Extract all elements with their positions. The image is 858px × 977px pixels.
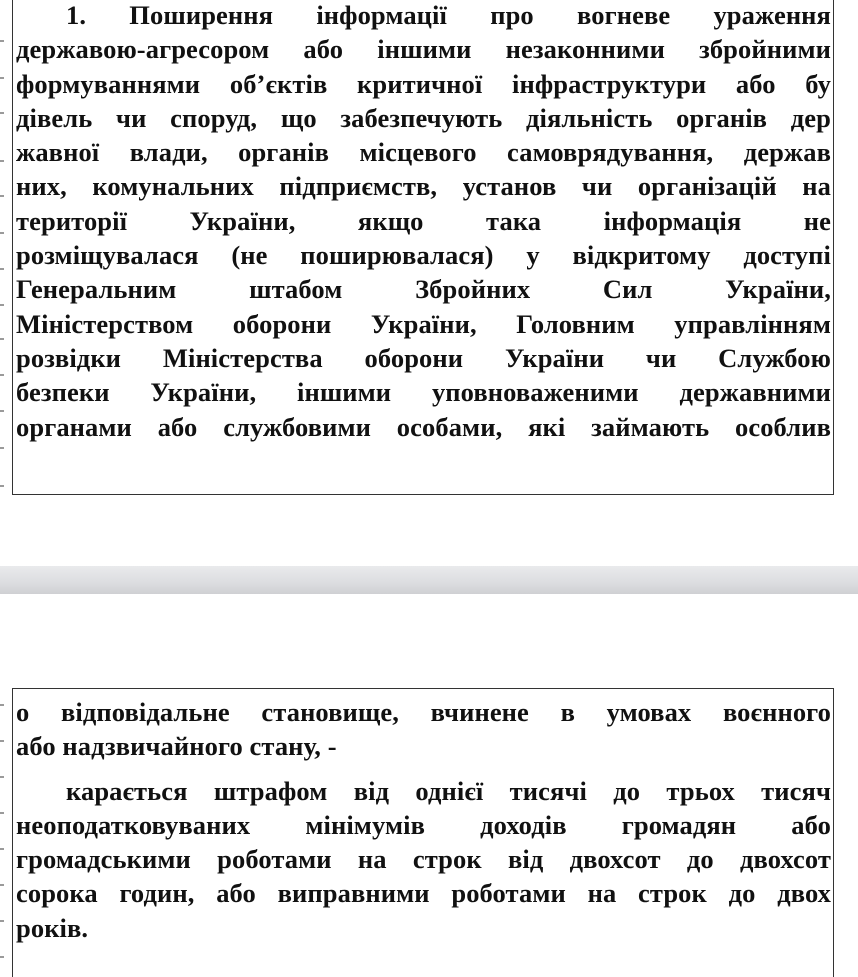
- article-paragraph[interactable]: [13, 0, 833, 444]
- margin-tick: [0, 410, 4, 412]
- margin-tick: [0, 160, 4, 162]
- text-line: Генеральним штабом Збройних Сил України,: [16, 274, 831, 305]
- text-line: карається штрафом від однієї тисячі до трьох тисяч: [66, 775, 831, 806]
- sanction-paragraph[interactable]: [13, 774, 833, 945]
- text-line: території України, якщо така інформація не: [16, 205, 831, 236]
- document-page-bottom: [0, 620, 858, 977]
- text-line: неоподатковуваних мінімумів доходів громадян або: [16, 809, 831, 840]
- text-line: органами або службовими особами, які займають особлив: [16, 411, 831, 442]
- margin-tick: [0, 77, 4, 79]
- margin-tick: [0, 447, 4, 449]
- text-line: 1. Поширення інформації про вогневе ураження: [66, 0, 831, 30]
- margin-tick: [0, 304, 4, 306]
- text-line: розвідки Міністерства оборони України чи Службою: [16, 342, 831, 373]
- margin-ruler-marks: [0, 620, 6, 977]
- margin-tick: [0, 268, 4, 270]
- margin-tick: [0, 884, 4, 886]
- margin-tick: [0, 112, 4, 114]
- text-line: або надзвичайного стану, -: [16, 731, 337, 762]
- margin-tick: [0, 776, 4, 778]
- page-bottom-margin: [0, 497, 858, 566]
- text-line: років.: [16, 912, 89, 943]
- margin-tick: [0, 374, 4, 376]
- text-line: громадськими роботами на строк від двохсот до двохсот: [16, 844, 831, 875]
- text-line: дівель чи споруд, що забезпечують діяльність органів дер: [16, 102, 831, 133]
- text-line: державою-агресором або іншими незаконними збройними: [16, 34, 831, 65]
- margin-tick: [0, 338, 4, 340]
- margin-tick: [0, 848, 4, 850]
- text-line: Міністерством оборони України, Головним управлінням: [16, 308, 831, 339]
- page-top-margin: [0, 594, 858, 620]
- text-line: сорока годин, або виправними роботами на строк до двох: [16, 878, 831, 909]
- text-line: них, комунальних підприємств, установ чи організацій на: [16, 171, 831, 202]
- text-line: о відповідальне становище, вчинене в умовах воєнного: [16, 697, 831, 727]
- margin-ruler-marks: [0, 0, 6, 497]
- margin-tick: [0, 812, 4, 814]
- margin-tick: [0, 485, 4, 487]
- text-line: жавної влади, органів місцевого самоврядування, держав: [16, 137, 831, 168]
- margin-tick: [0, 920, 4, 922]
- text-line: розміщувалася (не поширювалася) у відкритому доступі: [16, 240, 831, 271]
- margin-tick: [0, 704, 4, 706]
- margin-tick: [0, 195, 4, 197]
- margin-tick: [0, 740, 4, 742]
- article-paragraph[interactable]: [13, 695, 833, 764]
- margin-tick: [0, 40, 4, 42]
- page-break-separator: [0, 566, 858, 594]
- margin-tick: [0, 232, 4, 234]
- text-line: безпеки України, іншими уповноваженими державними: [16, 377, 831, 408]
- margin-tick: [0, 956, 4, 958]
- text-line: формуваннями об’єктів критичної інфраструктури або бу: [16, 68, 831, 99]
- table-cell-top: [12, 0, 834, 495]
- table-cell-bottom: [12, 688, 834, 977]
